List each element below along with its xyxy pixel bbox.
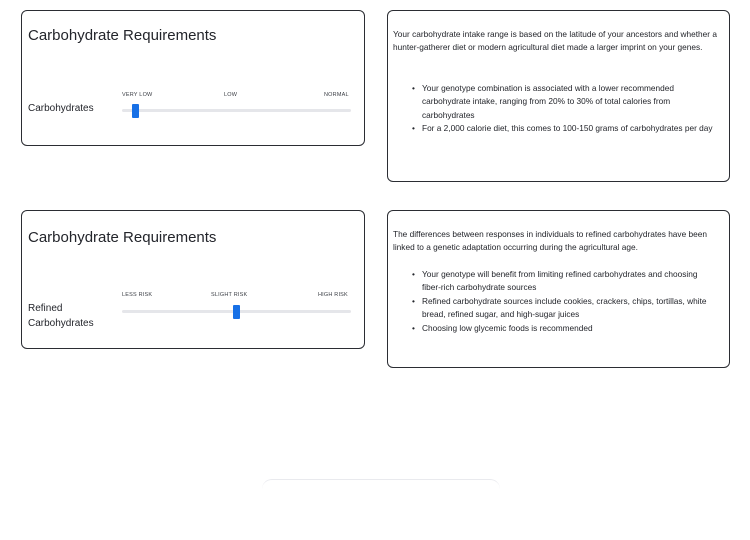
list-item: • Your genotype combination is associated with a lower recommended carbohydrate intake, ranging from 20% to 30% of total calories from carbohydrates xyxy=(412,82,715,122)
refined-carbohydrate-requirements-card xyxy=(21,210,365,349)
row-label-line-1: Refined xyxy=(28,303,63,314)
refined-carbohydrate-risk-marker xyxy=(233,305,240,319)
card-title: Carbohydrate Requirements xyxy=(28,27,217,44)
refined-carbohydrate-info-card xyxy=(387,210,730,368)
bottom-card-edge xyxy=(262,479,500,500)
scale-label-high-risk: HIGH RISK xyxy=(318,292,348,298)
scale-label-low: LOW xyxy=(224,92,238,98)
carbohydrate-requirements-card xyxy=(21,10,365,146)
carbohydrates-label: Carbohydrates xyxy=(28,103,94,114)
carbohydrate-level-track xyxy=(122,109,351,112)
info-paragraph: Your carbohydrate intake range is based on the latitude of your ancestors and whether a hunter-gatherer diet or modern agricultural diet made a larger imprint on your genes. xyxy=(393,29,717,53)
list-item: • Refined carbohydrate sources include cookies, crackers, chips, tortillas, white bread, refined sugar, and high-sugar juices xyxy=(412,295,715,322)
card-title: Carbohydrate Requirements xyxy=(28,229,217,246)
list-item: • Your genotype will benefit from limiting refined carbohydrates and choosing fiber-rich carbohydrate sources xyxy=(412,268,715,295)
carbohydrate-info-card xyxy=(387,10,730,182)
scale-label-slight-risk: SLIGHT RISK xyxy=(211,292,248,298)
carbohydrate-level-marker xyxy=(132,104,139,118)
refined-carbohydrates-label xyxy=(28,301,94,331)
scale-label-less-risk: LESS RISK xyxy=(122,292,153,298)
info-paragraph: The differences between responses in individuals to refined carbohydrates have been linked to a genetic adaptation occurring during the agricultural age. xyxy=(393,229,707,253)
info-bullet-list xyxy=(412,268,715,335)
row-label-line-2: Carbohydrates xyxy=(28,318,94,329)
scale-label-normal: NORMAL xyxy=(324,92,349,98)
list-item: • For a 2,000 calorie diet, this comes to 100-150 grams of carbohydrates per day xyxy=(412,122,715,135)
info-bullet-list xyxy=(412,82,715,136)
list-item: • Choosing low glycemic foods is recommended xyxy=(412,322,715,335)
scale-label-very-low: VERY LOW xyxy=(122,92,153,98)
